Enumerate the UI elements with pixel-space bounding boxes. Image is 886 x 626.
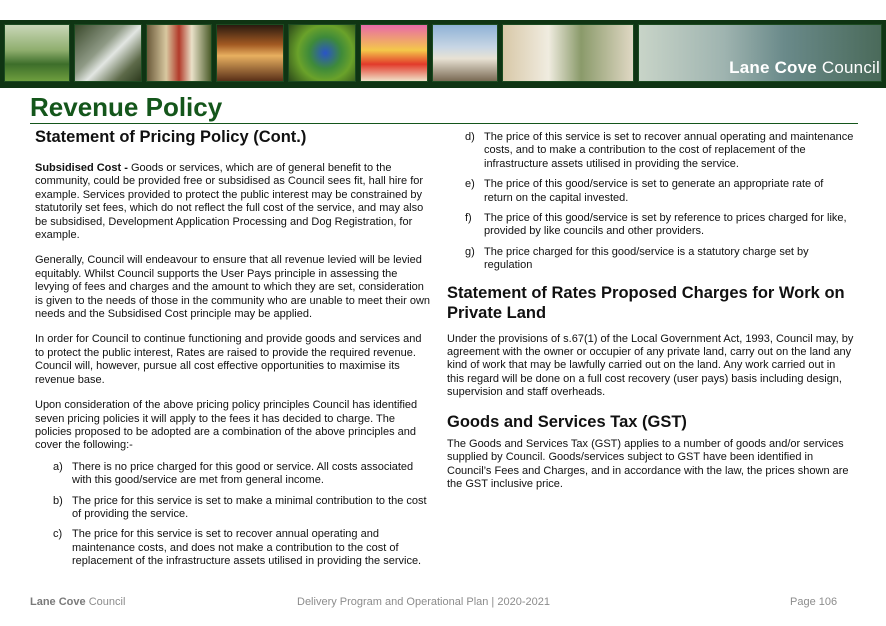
footer-document-title: Delivery Program and Operational Plan | 2020-2021	[297, 596, 550, 608]
page-title: Revenue Policy	[30, 92, 223, 122]
private-land-paragraph: Under the provisions of s.67(1) of the Local Government Act, 1993, Council may, by agreement with the owner or occupier of any private land, carry out on the land any kind of work that may be lawfully carried out on the land. Any work carried out in this regard will be done on a full cost recovery (user pays) basis including design, supervision and staff overheads.	[447, 332, 854, 399]
park-photo	[4, 24, 70, 82]
private-land-heading: Statement of Rates Proposed Charges for Work on Private Land	[447, 283, 845, 322]
footer-page-number: Page 106	[790, 596, 838, 608]
building-photo	[432, 24, 498, 82]
list-item: d) The price of this service is set to recover annual operating and maintenance costs, and to make a contribution to the cost of replacement of the infrastructure assets utilised in providing the service.	[465, 131, 854, 170]
list-item: b) The price for this service is set to make a minimal contribution to the cost of providing the service.	[53, 494, 427, 520]
rates-paragraph: In order for Council to continue functioning and provide goods and services and to protect the public interest, Rates are raised to provide the required revenue. Council will, however, pursue all cost effective opportunities to maximise its revenue base.	[35, 333, 422, 386]
market-photo	[216, 24, 284, 82]
waterfall-photo	[74, 24, 142, 82]
pricing-policy-list-right	[447, 131, 855, 273]
title-divider	[30, 123, 858, 124]
pricing-principles-paragraph: Upon consideration of the above pricing policy principles Council has identified seven pricing policies it will apply to the fees it has decided to charge. The policies proposed to be adopted are a combination of the above principles and cover the following:-	[35, 399, 418, 452]
list-item: g) The price charged for this good/service is a statutory charge set by regulation	[465, 245, 809, 272]
subsidised-cost-lead: Subsidised Cost -	[35, 162, 128, 174]
list-item: a) There is no price charged for this good or service. All costs associated with this good/service are met from general income.	[53, 460, 414, 487]
equity-paragraph: Generally, Council will endeavour to ensure that all revenue levied will be levied equitably. Whilst Council supports the User Pays principle in assessing the levying of fees and charges and the amount to which they are set, consideration is given to the needs of those in the community who are unable to meet their own needs and the Subsidised Cost principle may be applied.	[35, 254, 431, 321]
header-banner	[0, 20, 886, 88]
pricing-policy-heading: Statement of Pricing Policy (Cont.)	[35, 128, 307, 146]
gst-heading: Goods and Services Tax (GST)	[447, 412, 687, 431]
festival-photo	[146, 24, 212, 82]
list-item: e) The price of this good/service is set to generate an appropriate rate of return on the capital invested.	[465, 178, 824, 204]
plaza-photo	[502, 24, 634, 82]
lorikeet-photo	[288, 24, 356, 82]
right-column	[447, 131, 855, 503]
list-item: c) The price for this service is set to recover annual operating and maintenance costs, and does not make a contribution to the cost of replacement of the infrastructure assets utilised in providing the service.	[53, 528, 422, 568]
gst-paragraph: The Goods and Services Tax (GST) applies to a number of goods and/or services supplied by Council. Goods/services subject to GST have been identified in Council’s Fees and Charges, and in accordance with the law, the prices shown are the GST inclusive price.	[447, 437, 849, 490]
left-column	[35, 127, 433, 576]
subsidised-cost-paragraph: Subsidised Cost - Goods or services, which are of general benefit to the community, could be provided free or subsidised as Council sees fit, hall hire for example. Services provided to protect the public interest may be constrained by statutorily set fees, which do not reflect the full cost of the service, and may also be subsidised, Development Application Processing and Dog Registration, for example.	[35, 162, 424, 242]
list-item: f) The price of this good/service is set by reference to prices charged for like, provided by like councils and other providers.	[465, 212, 847, 238]
footer-org: Lane Cove Council	[30, 596, 126, 608]
pricing-policy-list-left	[35, 461, 433, 569]
dancer-photo	[360, 24, 428, 82]
brand-logo: Lane Cove Council	[729, 58, 880, 77]
